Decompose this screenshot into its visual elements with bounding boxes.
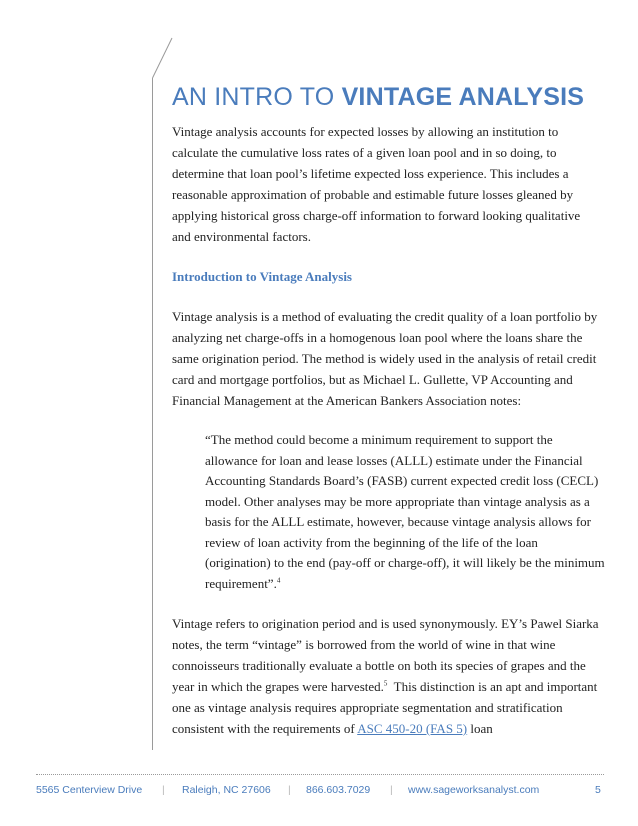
footer-divider — [36, 774, 604, 775]
method-paragraph: Vintage analysis is a method of evaluating the credit quality of a loan portfolio by analyzing net charge-offs in a homogenous loan pool where the loans share the same origination period. The method is widely used in the analysis of retail credit card and mortgage portfolios, but as Michael L. Gullette, VP Accounting and Financial Management at the American Bankers Association notes: — [172, 309, 598, 408]
page-footer — [36, 784, 604, 800]
footer-separator: | — [390, 784, 393, 796]
title-emphasis: VINTAGE ANALYSIS — [341, 83, 585, 111]
footnote-ref-4: 4 — [276, 576, 281, 585]
page-title — [172, 83, 584, 111]
vintage-text-end: loan — [467, 721, 493, 736]
footer-separator: | — [288, 784, 291, 796]
section-subheading: Introduction to Vintage Analysis — [172, 269, 352, 284]
footer-city: Raleigh, NC 27606 — [182, 784, 271, 796]
block-quote — [205, 430, 605, 594]
vintage-text-continued: This distinction is an apt and important one as vintage analysis requires appropriate segmentation and stratification consistent with the requirements of — [172, 679, 601, 736]
footer-website[interactable]: www.sageworksanalyst.com — [408, 784, 540, 796]
footer-phone: 866.603.7029 — [306, 784, 371, 796]
vertical-margin-rule — [152, 78, 153, 750]
asc-450-20-link[interactable]: ASC 450-20 (FAS 5) — [357, 721, 468, 736]
title-prefix: AN INTRO TO — [172, 83, 342, 111]
diagonal-accent-line — [153, 38, 173, 78]
vintage-text: Vintage refers to origination period and is used synonymously. EY’s Pawel Siarka notes, the term “vintage” is borrowed from the world of wine in that wine connoisseurs traditionally evaluate a bottle on both its species of grapes and the year in which the grapes were harvested. — [172, 616, 599, 694]
footnote-ref-5: 5 — [383, 679, 388, 688]
footer-address: 5565 Centerview Drive — [36, 784, 143, 796]
article-body — [172, 121, 605, 739]
quote-text: “The method could become a minimum requirement to support the allowance for loan and lease losses (ALLL) estimate under the Financial Accounting Standards Board’s (FASB) current expected credit loss (CECL) model. Other analyses may be more appropriate than vintage analysis as a basis for the ALLL estimate, however, because vintage analysis allows for review of loan activity from the beginning of the life of the loan (origination) to the end (pay-off or charge-off), it will likely be the minimum requirement”. — [205, 432, 605, 591]
footer-separator: | — [162, 784, 165, 796]
vintage-paragraph — [172, 613, 602, 739]
intro-paragraph: Vintage analysis accounts for expected losses by allowing an institution to calculate the cumulative loss rates of a given loan pool and in so doing, to determine that loan pool’s lifetime expected loss experience. This includes a reasonable approximation of probable and estimable future losses gleaned by applying historical gross charge-off information to forward looking qualitative and environmental factors. — [172, 124, 581, 244]
page-number: 5 — [595, 784, 601, 796]
